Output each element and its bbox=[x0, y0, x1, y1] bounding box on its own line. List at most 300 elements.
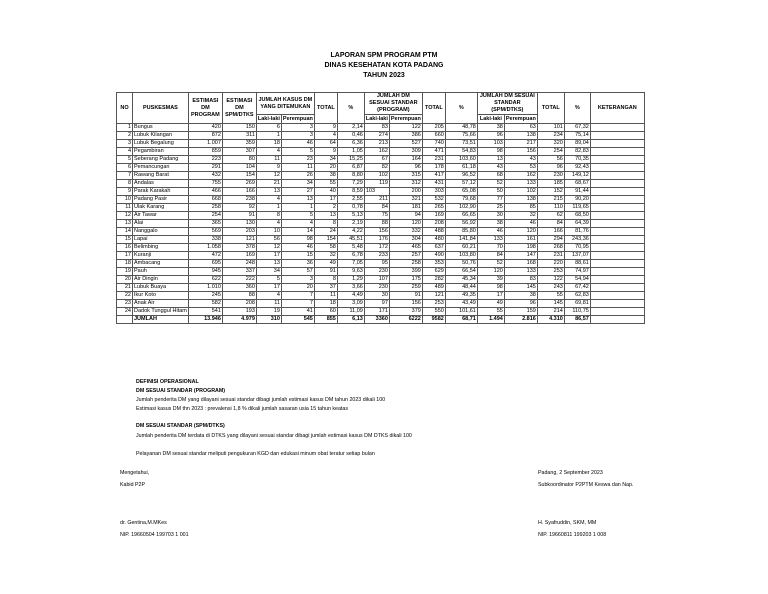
table-row bbox=[117, 164, 645, 172]
cell-program-total: 431 bbox=[422, 180, 445, 188]
cell-estimasi-program: 245 bbox=[188, 292, 222, 300]
cell-program-laki: 88 bbox=[364, 220, 389, 228]
cell-ditemukan-persen: 2,55 bbox=[337, 196, 364, 204]
table-row bbox=[117, 148, 645, 156]
cell-estimasi-program: 13.946 bbox=[188, 316, 222, 324]
header-keterangan: KETERANGAN bbox=[590, 93, 644, 124]
cell-program-total: 532 bbox=[422, 196, 445, 204]
signature-right-date: Padang, 2 September 2023 bbox=[538, 470, 603, 476]
cell-program-total: 231 bbox=[422, 156, 445, 164]
cell-keterangan bbox=[590, 268, 644, 276]
table-row bbox=[117, 212, 645, 220]
cell-no: 8 bbox=[117, 180, 133, 188]
cell-keterangan bbox=[590, 244, 644, 252]
cell-spm-total: 62 bbox=[537, 212, 564, 220]
cell-keterangan bbox=[590, 300, 644, 308]
cell-puskesmas: Seberang Padang bbox=[133, 156, 189, 164]
cell-program-perempuan: 399 bbox=[389, 268, 422, 276]
cell-program-perempuan: 6222 bbox=[389, 316, 422, 324]
cell-spm-persen: 70,95 bbox=[564, 244, 590, 252]
cell-ditemukan-laki: 13 bbox=[256, 188, 281, 196]
cell-spm-total: 4.310 bbox=[537, 316, 564, 324]
cell-estimasi-spm: 337 bbox=[222, 268, 256, 276]
table-row bbox=[117, 140, 645, 148]
cell-ditemukan-perempuan: 11 bbox=[281, 164, 314, 172]
cell-ditemukan-total: 17 bbox=[314, 196, 337, 204]
header-no: NO bbox=[117, 93, 133, 124]
cell-spm-perempuan: 38 bbox=[504, 292, 537, 300]
cell-spm-total: 55 bbox=[537, 292, 564, 300]
cell-spm-laki: 1.494 bbox=[477, 316, 504, 324]
signature-left-role: Kabid P2P bbox=[120, 482, 146, 488]
cell-ditemukan-laki: 11 bbox=[256, 156, 281, 164]
cell-spm-perempuan: 102 bbox=[504, 188, 537, 196]
cell-spm-perempuan: 159 bbox=[504, 308, 537, 316]
cell-program-persen: 49,35 bbox=[445, 292, 477, 300]
table-row bbox=[117, 300, 645, 308]
cell-puskesmas: Lubuk Begalung bbox=[133, 140, 189, 148]
cell-no: 5 bbox=[117, 156, 133, 164]
cell-ditemukan-perempuan: 41 bbox=[281, 308, 314, 316]
cell-program-persen: 66,65 bbox=[445, 212, 477, 220]
cell-ditemukan-total: 20 bbox=[314, 164, 337, 172]
cell-estimasi-spm: 269 bbox=[222, 180, 256, 188]
table-row bbox=[117, 180, 645, 188]
cell-spm-perempuan: 83 bbox=[504, 276, 537, 284]
spm-def-line1: Jumlah penderita DM terdata di DTKS yang dilayani sesuai standar dibagi jumlah estimasi kasus DM DTKS dikali 100 bbox=[136, 433, 412, 439]
cell-ditemukan-total: 154 bbox=[314, 236, 337, 244]
cell-no: 20 bbox=[117, 276, 133, 284]
cell-spm-persen: 110,75 bbox=[564, 308, 590, 316]
cell-ditemukan-total: 9 bbox=[314, 148, 337, 156]
cell-program-perempuan: 527 bbox=[389, 140, 422, 148]
cell-program-persen: 60,21 bbox=[445, 244, 477, 252]
program-def-title: DM SESUAI STANDAR (PROGRAM) bbox=[136, 388, 226, 394]
cell-ditemukan-perempuan: 4 bbox=[281, 220, 314, 228]
cell-program-perempuan: 164 bbox=[389, 156, 422, 164]
cell-program-laki: 95 bbox=[364, 260, 389, 268]
cell-program-perempuan: 94 bbox=[389, 212, 422, 220]
cell-no: 14 bbox=[117, 228, 133, 236]
cell-spm-total: 145 bbox=[537, 300, 564, 308]
cell-spm-laki: 39 bbox=[477, 276, 504, 284]
cell-ditemukan-persen: 8,80 bbox=[337, 172, 364, 180]
cell-ditemukan-persen: 5,48 bbox=[337, 244, 364, 252]
cell-estimasi-program: 258 bbox=[188, 204, 222, 212]
cell-spm-total: 122 bbox=[537, 276, 564, 284]
cell-spm-perempuan: 156 bbox=[504, 148, 537, 156]
cell-spm-persen: 89,04 bbox=[564, 140, 590, 148]
cell-ditemukan-persen: 5,13 bbox=[337, 212, 364, 220]
cell-keterangan bbox=[590, 132, 644, 140]
header-laki-program: Laki-laki bbox=[365, 115, 388, 122]
cell-program-total: 303 bbox=[422, 188, 445, 196]
cell-no: 17 bbox=[117, 252, 133, 260]
cell-program-laki: 172 bbox=[364, 244, 389, 252]
cell-no: 11 bbox=[117, 204, 133, 212]
cell-puskesmas: Parak Karakah bbox=[133, 188, 189, 196]
cell-program-laki: 67 bbox=[364, 156, 389, 164]
cell-no: 10 bbox=[117, 196, 133, 204]
cell-program-laki: 30 bbox=[364, 292, 389, 300]
cell-program-total: 169 bbox=[422, 212, 445, 220]
cell-program-persen: 48,44 bbox=[445, 284, 477, 292]
cell-ditemukan-total: 8 bbox=[314, 276, 337, 284]
cell-spm-perempuan: 2.816 bbox=[504, 316, 537, 324]
cell-program-persen: 48,78 bbox=[445, 124, 477, 132]
cell-ditemukan-persen: 0,78 bbox=[337, 204, 364, 212]
table-row bbox=[117, 252, 645, 260]
cell-spm-laki: 70 bbox=[477, 244, 504, 252]
table-row bbox=[117, 308, 645, 316]
cell-ditemukan-perempuan: 46 bbox=[281, 244, 314, 252]
cell-ditemukan-perempuan: 15 bbox=[281, 252, 314, 260]
cell-estimasi-spm: 238 bbox=[222, 196, 256, 204]
cell-spm-perempuan: 120 bbox=[504, 228, 537, 236]
cell-spm-laki: 50 bbox=[477, 188, 504, 196]
signature-left-mengetahui: Mengetahui, bbox=[120, 470, 150, 476]
cell-spm-total: 215 bbox=[537, 196, 564, 204]
cell-ditemukan-laki: 5 bbox=[256, 276, 281, 284]
cell-estimasi-program: 254 bbox=[188, 212, 222, 220]
cell-spm-persen: 81,76 bbox=[564, 228, 590, 236]
cell-no: 6 bbox=[117, 164, 133, 172]
cell-spm-perempuan: 53 bbox=[504, 164, 537, 172]
cell-ditemukan-perempuan: 3 bbox=[281, 124, 314, 132]
cell-program-laki: 3360 bbox=[364, 316, 389, 324]
cell-program-persen: 68,71 bbox=[445, 316, 477, 324]
cell-ditemukan-perempuan: 5 bbox=[281, 148, 314, 156]
cell-program-laki: 233 bbox=[364, 252, 389, 260]
header-total-ditemukan: TOTAL bbox=[314, 93, 337, 124]
cell-program-total: 489 bbox=[422, 284, 445, 292]
cell-spm-perempuan: 43 bbox=[504, 156, 537, 164]
cell-estimasi-program: 668 bbox=[188, 196, 222, 204]
cell-program-total: 205 bbox=[422, 124, 445, 132]
cell-spm-persen: 91,44 bbox=[564, 188, 590, 196]
cell-ditemukan-total: 49 bbox=[314, 260, 337, 268]
cell-no: 23 bbox=[117, 300, 133, 308]
cell-keterangan bbox=[590, 188, 644, 196]
cell-spm-perempuan: 138 bbox=[504, 132, 537, 140]
cell-puskesmas: Dadok Tunggul Hitam bbox=[134, 308, 187, 314]
cell-ditemukan-persen: 9,63 bbox=[337, 268, 364, 276]
cell-ditemukan-laki: 13 bbox=[256, 260, 281, 268]
cell-program-laki: 84 bbox=[364, 204, 389, 212]
cell-program-perempuan: 120 bbox=[389, 220, 422, 228]
table-row bbox=[117, 236, 645, 244]
cell-spm-laki: 38 bbox=[477, 220, 504, 228]
cell-spm-persen: 62,83 bbox=[564, 292, 590, 300]
cell-spm-perempuan: 147 bbox=[504, 252, 537, 260]
cell-estimasi-program: 859 bbox=[188, 148, 222, 156]
cell-spm-persen: 74,97 bbox=[564, 268, 590, 276]
cell-spm-laki: 49 bbox=[477, 300, 504, 308]
cell-spm-laki: 98 bbox=[477, 284, 504, 292]
cell-ditemukan-persen: 4,49 bbox=[337, 292, 364, 300]
cell-ditemukan-total: 13 bbox=[314, 212, 337, 220]
cell-estimasi-spm: 121 bbox=[222, 236, 256, 244]
cell-keterangan bbox=[590, 196, 644, 204]
cell-program-laki: 171 bbox=[364, 308, 389, 316]
cell-ditemukan-laki: 21 bbox=[256, 180, 281, 188]
cell-ditemukan-total: 58 bbox=[314, 244, 337, 252]
cell-no: 13 bbox=[117, 220, 133, 228]
cell-no: 22 bbox=[117, 292, 133, 300]
cell-estimasi-program: 755 bbox=[188, 180, 222, 188]
cell-program-total: 282 bbox=[422, 276, 445, 284]
cell-estimasi-program: 695 bbox=[188, 260, 222, 268]
spm-def-title: DM SESUAI STANDAR (SPM/DTKS) bbox=[136, 423, 225, 429]
cell-spm-total: 152 bbox=[537, 188, 564, 196]
cell-estimasi-spm: 92 bbox=[222, 204, 256, 212]
cell-spm-perempuan: 96 bbox=[504, 300, 537, 308]
cell-program-laki: 230 bbox=[364, 284, 389, 292]
cell-keterangan bbox=[590, 276, 644, 284]
cell-spm-persen: 119,65 bbox=[564, 204, 590, 212]
cell-ditemukan-persen: 2,14 bbox=[337, 124, 364, 132]
cell-puskesmas: Ikur Koto bbox=[133, 292, 189, 300]
cell-ditemukan-persen: 2,19 bbox=[337, 220, 364, 228]
header-estimasi-program: ESTIMASI DM PROGRAM bbox=[188, 93, 222, 124]
cell-program-perempuan: 156 bbox=[389, 300, 422, 308]
cell-program-laki: 176 bbox=[364, 236, 389, 244]
cell-program-total: 660 bbox=[422, 132, 445, 140]
cell-keterangan bbox=[590, 260, 644, 268]
cell-spm-total: 185 bbox=[537, 180, 564, 188]
cell-spm-persen: 69,81 bbox=[564, 300, 590, 308]
table-row bbox=[117, 276, 645, 284]
cell-no: 3 bbox=[117, 140, 133, 148]
cell-program-perempuan: 259 bbox=[389, 284, 422, 292]
cell-program-laki: 83 bbox=[364, 124, 389, 132]
cell-ditemukan-laki: 34 bbox=[256, 268, 281, 276]
cell-ditemukan-total: 2 bbox=[314, 204, 337, 212]
cell-keterangan bbox=[590, 140, 644, 148]
table-row bbox=[117, 124, 645, 132]
cell-program-laki: 156 bbox=[364, 228, 389, 236]
program-def-line1: Jumlah penderita DM yang dilayani sesuai standar dibagi jumlah estimasi kasus DM tahun 2023 dikali 100 bbox=[136, 397, 386, 403]
report-year: TAHUN 2023 bbox=[363, 72, 405, 79]
cell-estimasi-program: 223 bbox=[188, 156, 222, 164]
cell-spm-total: 84 bbox=[537, 220, 564, 228]
cell-estimasi-program: 420 bbox=[188, 124, 222, 132]
cell-spm-perempuan: 145 bbox=[504, 284, 537, 292]
cell-puskesmas: Ambacang bbox=[133, 260, 189, 268]
cell-puskesmas: Nanggalo bbox=[133, 228, 189, 236]
cell-spm-total: 101 bbox=[537, 124, 564, 132]
cell-spm-persen: 75,14 bbox=[564, 132, 590, 140]
cell-keterangan bbox=[590, 164, 644, 172]
cell-estimasi-spm: 91 bbox=[222, 212, 256, 220]
cell-spm-total: 214 bbox=[537, 308, 564, 316]
cell-spm-laki: 68 bbox=[477, 172, 504, 180]
cell-ditemukan-perempuan: 13 bbox=[281, 196, 314, 204]
cell-program-persen: 103,80 bbox=[445, 252, 477, 260]
cell-spm-laki: 52 bbox=[477, 180, 504, 188]
cell-ditemukan-persen: 15,25 bbox=[337, 156, 364, 164]
cell-spm-persen: 88,61 bbox=[564, 260, 590, 268]
cell-program-persen: 73,51 bbox=[445, 140, 477, 148]
cell-program-persen: 61,18 bbox=[445, 164, 477, 172]
cell-spm-total: 230 bbox=[537, 172, 564, 180]
cell-program-total: 471 bbox=[422, 148, 445, 156]
cell-program-persen: 75,66 bbox=[445, 132, 477, 140]
cell-ditemukan-persen: 3,09 bbox=[337, 300, 364, 308]
cell-ditemukan-total: 8 bbox=[314, 220, 337, 228]
cell-program-total: 265 bbox=[422, 204, 445, 212]
cell-spm-total: 110 bbox=[537, 204, 564, 212]
cell-ditemukan-total: 24 bbox=[314, 228, 337, 236]
cell-program-laki: 162 bbox=[364, 148, 389, 156]
cell-estimasi-spm: 130 bbox=[222, 220, 256, 228]
cell-program-total: 480 bbox=[422, 236, 445, 244]
cell-estimasi-spm: 166 bbox=[222, 188, 256, 196]
cell-program-perempuan: 122 bbox=[389, 124, 422, 132]
cell-spm-persen: 90,20 bbox=[564, 196, 590, 204]
cell-ditemukan-perempuan: 98 bbox=[281, 236, 314, 244]
cell-program-total: 629 bbox=[422, 268, 445, 276]
cell-puskesmas: Kuranji bbox=[133, 252, 189, 260]
cell-program-laki: 119 bbox=[364, 180, 389, 188]
cell-program-total: 208 bbox=[422, 220, 445, 228]
cell-spm-perempuan: 162 bbox=[504, 172, 537, 180]
cell-ditemukan-perempuan: 46 bbox=[281, 140, 314, 148]
cell-program-laki: 82 bbox=[364, 164, 389, 172]
cell-spm-laki: 77 bbox=[477, 196, 504, 204]
cell-spm-total: 320 bbox=[537, 140, 564, 148]
header-persen-program: % bbox=[445, 93, 477, 124]
cell-program-perempuan: 175 bbox=[389, 276, 422, 284]
table-row bbox=[117, 132, 645, 140]
cell-spm-perempuan: 32 bbox=[504, 212, 537, 220]
cell-no: 24 bbox=[117, 308, 133, 316]
cell-program-persen: 57,12 bbox=[445, 180, 477, 188]
cell-ditemukan-total: 34 bbox=[314, 156, 337, 164]
cell-no: 18 bbox=[117, 260, 133, 268]
total-row bbox=[117, 316, 645, 324]
cell-program-persen: 79,68 bbox=[445, 196, 477, 204]
cell-spm-laki: 84 bbox=[477, 252, 504, 260]
cell-ditemukan-persen: 1,05 bbox=[337, 148, 364, 156]
cell-ditemukan-laki: 17 bbox=[256, 284, 281, 292]
cell-no: 12 bbox=[117, 212, 133, 220]
cell-program-perempuan: 379 bbox=[389, 308, 422, 316]
cell-estimasi-spm: 88 bbox=[222, 292, 256, 300]
cell-spm-persen: 67,32 bbox=[564, 124, 590, 132]
cell-keterangan bbox=[590, 156, 644, 164]
cell-program-laki: 102 bbox=[364, 172, 389, 180]
cell-program-total: 490 bbox=[422, 252, 445, 260]
cell-no: 4 bbox=[117, 148, 133, 156]
cell-keterangan bbox=[590, 148, 644, 156]
cell-spm-persen: 70,35 bbox=[564, 156, 590, 164]
cell-ditemukan-laki: 19 bbox=[256, 308, 281, 316]
cell-spm-laki: 133 bbox=[477, 236, 504, 244]
cell-program-perempuan: 181 bbox=[389, 204, 422, 212]
cell-no bbox=[117, 316, 133, 324]
cell-puskesmas: Bungus bbox=[133, 124, 189, 132]
cell-puskesmas: Ulak Karang bbox=[133, 204, 189, 212]
cell-spm-persen: 54,94 bbox=[564, 276, 590, 284]
cell-spm-laki: 46 bbox=[477, 228, 504, 236]
header-puskesmas: PUSKESMAS bbox=[133, 93, 189, 124]
cell-spm-perempuan: 85 bbox=[504, 204, 537, 212]
cell-spm-total: 96 bbox=[537, 164, 564, 172]
table-row bbox=[117, 292, 645, 300]
cell-spm-perempuan: 133 bbox=[504, 268, 537, 276]
cell-spm-perempuan: 133 bbox=[504, 180, 537, 188]
cell-program-perempuan: 96 bbox=[389, 164, 422, 172]
cell-ditemukan-laki: 1 bbox=[256, 132, 281, 140]
header-total-spm: TOTAL bbox=[537, 93, 564, 124]
signature-left-name: dr. Gentina,M.MKes bbox=[120, 520, 167, 526]
cell-spm-perempuan: 198 bbox=[504, 244, 537, 252]
cell-estimasi-spm: 150 bbox=[222, 124, 256, 132]
cell-no: 16 bbox=[117, 244, 133, 252]
cell-estimasi-program: 338 bbox=[188, 236, 222, 244]
cell-keterangan bbox=[590, 228, 644, 236]
cell-program-persen: 141,84 bbox=[445, 236, 477, 244]
cell-ditemukan-perempuan: 57 bbox=[281, 268, 314, 276]
cell-spm-laki: 25 bbox=[477, 204, 504, 212]
cell-estimasi-program: 541 bbox=[188, 308, 222, 316]
cell-ditemukan-persen: 7,29 bbox=[337, 180, 364, 188]
cell-spm-persen: 64,39 bbox=[564, 220, 590, 228]
cell-program-persen: 103,60 bbox=[445, 156, 477, 164]
table-row bbox=[117, 204, 645, 212]
cell-estimasi-spm: 104 bbox=[222, 164, 256, 172]
cell-program-persen: 43,49 bbox=[445, 300, 477, 308]
cell-estimasi-spm: 4.979 bbox=[222, 316, 256, 324]
signature-right-name: H. Syafruddin, SKM, MM bbox=[538, 520, 597, 526]
cell-estimasi-program: 466 bbox=[188, 188, 222, 196]
cell-ditemukan-perempuan: 3 bbox=[281, 132, 314, 140]
cell-spm-laki: 98 bbox=[477, 148, 504, 156]
cell-program-total: 353 bbox=[422, 260, 445, 268]
cell-ditemukan-persen: 7,05 bbox=[337, 260, 364, 268]
cell-ditemukan-laki: 11 bbox=[256, 300, 281, 308]
cell-spm-laki: 103 bbox=[477, 140, 504, 148]
cell-ditemukan-laki: 6 bbox=[256, 124, 281, 132]
cell-ditemukan-total: 9 bbox=[314, 124, 337, 132]
cell-puskesmas: JUMLAH bbox=[133, 316, 189, 324]
table-row bbox=[117, 220, 645, 228]
cell-ditemukan-laki: 10 bbox=[256, 228, 281, 236]
cell-ditemukan-perempuan: 23 bbox=[281, 156, 314, 164]
cell-program-persen: 101,61 bbox=[445, 308, 477, 316]
cell-program-total: 9582 bbox=[422, 316, 445, 324]
cell-ditemukan-persen: 3,66 bbox=[337, 284, 364, 292]
cell-estimasi-spm: 193 bbox=[222, 308, 256, 316]
cell-spm-laki: 52 bbox=[477, 260, 504, 268]
cell-program-perempuan: 321 bbox=[389, 196, 422, 204]
cell-ditemukan-laki: 4 bbox=[256, 220, 281, 228]
cell-puskesmas: Lapai bbox=[133, 236, 189, 244]
header-laki-ditemukan: Laki-laki bbox=[257, 115, 280, 122]
cell-ditemukan-total: 18 bbox=[314, 300, 337, 308]
cell-ditemukan-persen: 8,59 bbox=[337, 188, 364, 196]
cell-estimasi-spm: 208 bbox=[222, 300, 256, 308]
cell-program-persen: 96,52 bbox=[445, 172, 477, 180]
cell-ditemukan-perempuan: 34 bbox=[281, 180, 314, 188]
cell-ditemukan-laki: 4 bbox=[256, 148, 281, 156]
cell-spm-total: 234 bbox=[537, 132, 564, 140]
cell-spm-perempuan: 217 bbox=[504, 140, 537, 148]
cell-ditemukan-laki: 9 bbox=[256, 164, 281, 172]
cell-ditemukan-total: 855 bbox=[314, 316, 337, 324]
cell-puskesmas: Rawang Barat bbox=[133, 172, 189, 180]
